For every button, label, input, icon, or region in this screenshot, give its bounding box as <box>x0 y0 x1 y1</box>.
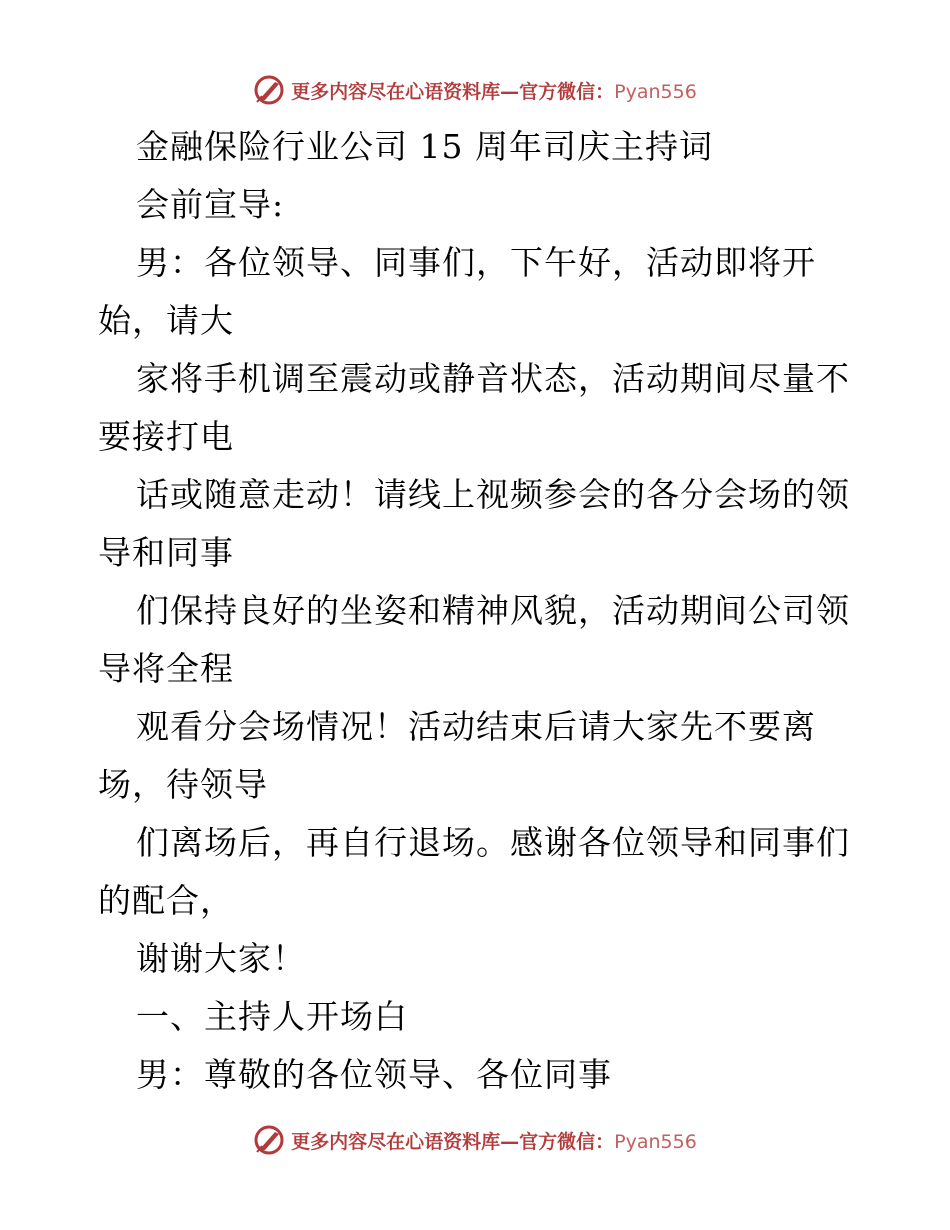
text-line: 家将手机调至震动或静音状态，活动期间尽量不 <box>136 359 850 398</box>
text-line: 要接打电 <box>98 417 234 456</box>
watermark-banner-bottom <box>0 1120 950 1160</box>
text-line: 场，待领导 <box>98 765 268 804</box>
watermark-banner-top <box>0 70 950 110</box>
document-body <box>98 118 858 1104</box>
quill-pen-logo-icon <box>253 74 285 106</box>
text-line: 男：各位领导、同事们，下午好，活动即将开 <box>136 243 816 282</box>
text-line: 会前宣导: <box>136 185 285 224</box>
watermark-wechat-id: Pyan556 <box>614 1130 697 1153</box>
text-line: 男：尊敬的各位领导、各位同事 <box>136 1055 612 1094</box>
text-line: 话或随意走动！请线上视频参会的各分会场的领 <box>136 475 850 514</box>
text-line: 们离场后，再自行退场。感谢各位领导和同事们 <box>136 823 850 862</box>
text-line: 的配合， <box>98 881 234 920</box>
text-line: 始，请大 <box>98 301 234 340</box>
text-line: 谢谢大家！ <box>136 939 306 978</box>
quill-pen-logo-icon <box>253 1124 285 1156</box>
text-line: 导将全程 <box>98 649 234 688</box>
text-line: 一、主持人开场白 <box>136 997 408 1036</box>
text-line: 们保持良好的坐姿和精神风貌，活动期间公司领 <box>136 591 850 630</box>
watermark-wechat-id: Pyan556 <box>614 80 697 103</box>
text-line: 观看分会场情况！活动结束后请大家先不要离 <box>136 707 816 746</box>
watermark-text <box>291 1127 697 1154</box>
text-line: 金融保险行业公司 15 周年司庆主持词 <box>136 127 713 166</box>
watermark-label: 更多内容尽在心语资料库—官方微信： <box>291 1130 615 1153</box>
watermark-label: 更多内容尽在心语资料库—官方微信： <box>291 80 615 103</box>
text-line: 导和同事 <box>98 533 234 572</box>
watermark-text <box>291 77 697 104</box>
